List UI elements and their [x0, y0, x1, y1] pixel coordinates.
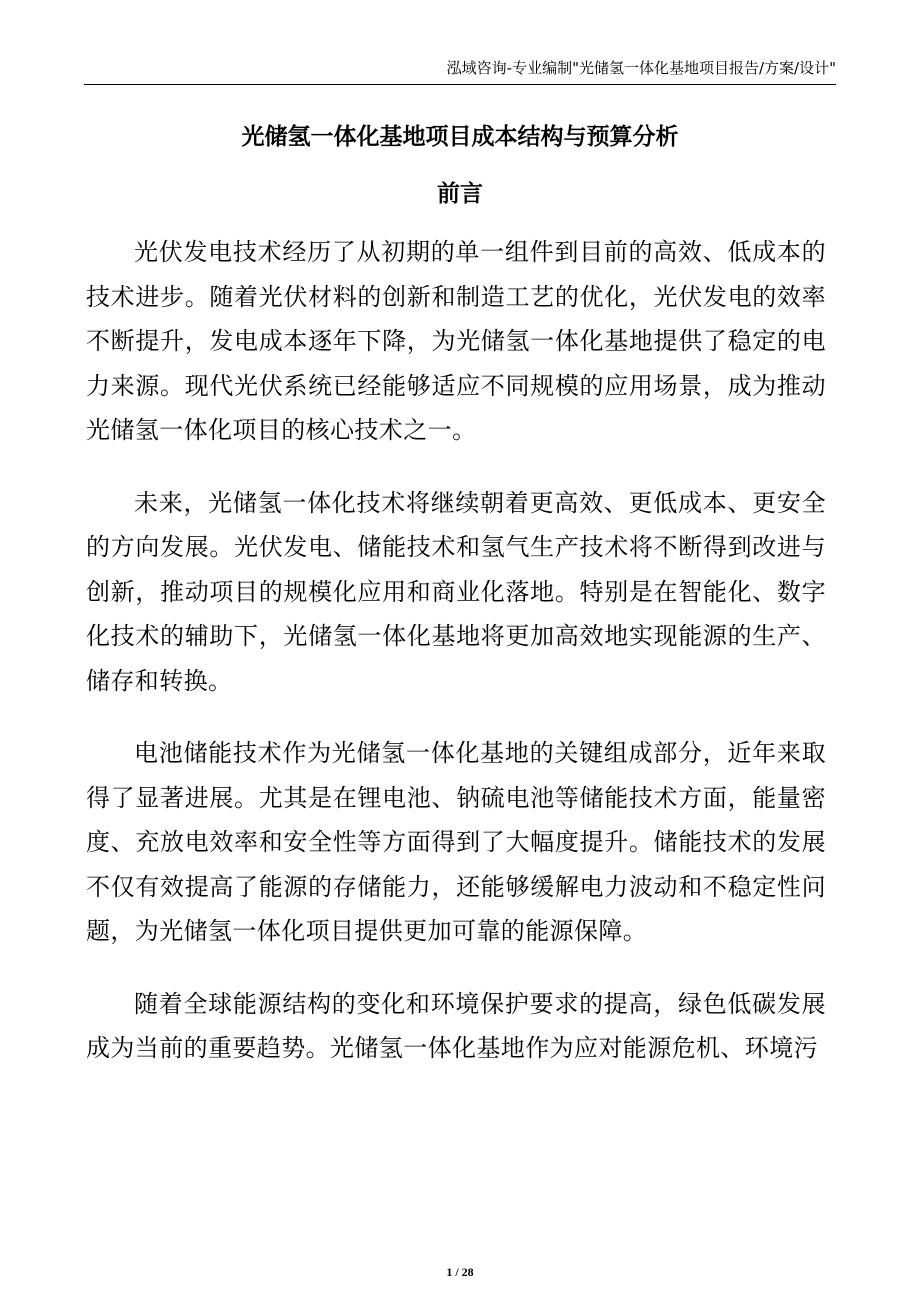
page-number: 1 / 28 [446, 1265, 474, 1279]
paragraph: 随着全球能源结构的变化和环境保护要求的提高，绿色低碳发展成为当前的重要趋势。光储氢一体化基地作为应对能源危机、环境污 [86, 989, 826, 1062]
paragraph: 电池储能技术作为光储氢一体化基地的关键组成部分，近年来取得了显著进展。尤其是在锂电池、钠硫电池等储能技术方面，能量密度、充放电效率和安全性等方面得到了大幅度提升。储能技术的发展不仅有效提高了能源的存储能力，还能够缓解电力波动和不稳定性问题，为光储氢一体化项目提供更加可靠的能源保障。 [86, 739, 826, 945]
page-header: 泓域咨询-专业编制"光储氢一体化基地项目报告/方案/设计" [446, 59, 836, 77]
paragraph: 未来，光储氢一体化技术将继续朝着更高效、更低成本、更安全的方向发展。光伏发电、储能技术和氢气生产技术将不断得到改进与创新，推动项目的规模化应用和商业化落地。特别是在智能化、数字化技术的辅助下，光储氢一体化基地将更加高效地实现能源的生产、储存和转换。 [86, 488, 826, 695]
paragraph: 光伏发电技术经历了从初期的单一组件到目前的高效、低成本的技术进步。随着光伏材料的创新和制造工艺的优化，光伏发电的效率不断提升，发电成本逐年下降，为光储氢一体化基地提供了稳定的电力来源。现代光伏系统已经能够适应不同规模的应用场景，成为推动光储氢一体化项目的核心技术之一。 [86, 238, 826, 444]
header-divider [84, 84, 836, 85]
document-title: 光储氢一体化基地项目成本结构与预算分析 [241, 124, 679, 150]
body-text [86, 230, 826, 1099]
section-title: 前言 [437, 181, 483, 207]
